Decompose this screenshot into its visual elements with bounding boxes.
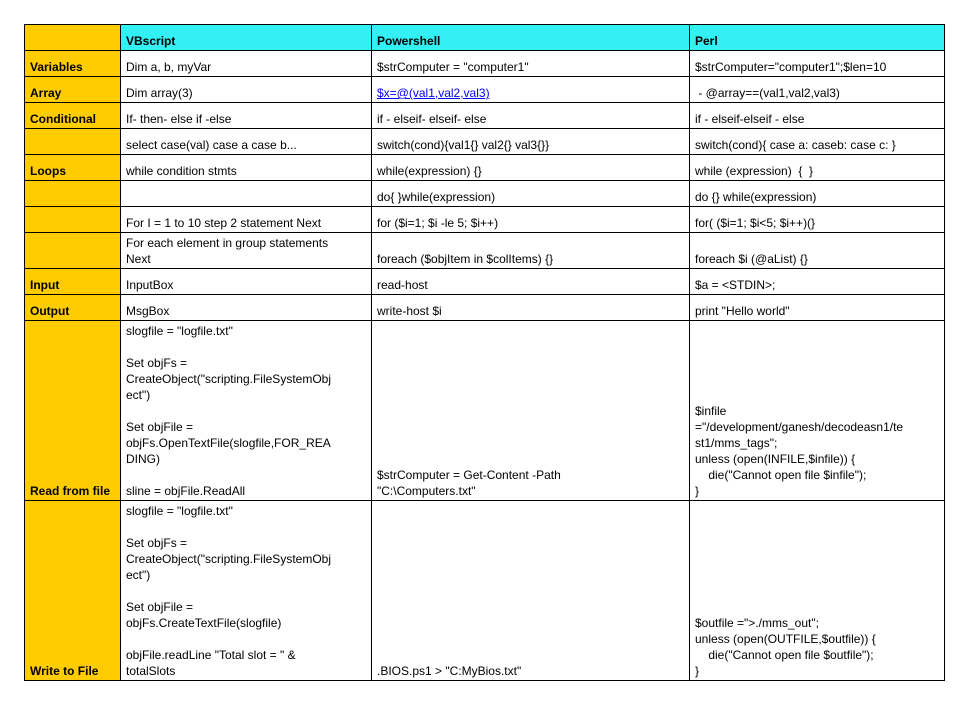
table-row bbox=[25, 501, 945, 681]
corner-cell bbox=[25, 25, 121, 51]
powershell-cell: switch(cond){val1{} val2{} val3{}} bbox=[372, 129, 690, 155]
powershell-cell: $strComputer = "computer1" bbox=[372, 51, 690, 77]
row-label bbox=[25, 181, 121, 207]
perl-cell: if - elseif-elseif - else bbox=[690, 103, 945, 129]
row-label: Conditional bbox=[25, 103, 121, 129]
powershell-cell: do{ }while(expression) bbox=[372, 181, 690, 207]
vbscript-cell: If- then- else if -else bbox=[121, 103, 372, 129]
vbscript-cell: InputBox bbox=[121, 269, 372, 295]
perl-cell: switch(cond){ case a: caseb: case c: } bbox=[690, 129, 945, 155]
vbscript-cell: Dim a, b, myVar bbox=[121, 51, 372, 77]
perl-cell: print "Hello world" bbox=[690, 295, 945, 321]
powershell-cell: $strComputer = Get-Content -Path "C:\Computers.txt" bbox=[372, 321, 690, 501]
perl-cell: $outfile =">./mms_out"; unless (open(OUTFILE,$outfile)) { die("Cannot open file $outfile"); } bbox=[690, 501, 945, 681]
perl-cell: foreach $i (@aList) {} bbox=[690, 233, 945, 269]
row-label: Variables bbox=[25, 51, 121, 77]
table-row bbox=[25, 269, 945, 295]
vbscript-cell: slogfile = "logfile.txt" Set objFs = CreateObject("scripting.FileSystemObj ect") Set objFile = objFs.CreateTextFile(slogfile) objFile.readLine "Total slot = " & totalSlots bbox=[121, 501, 372, 681]
perl-cell: $a = <STDIN>; bbox=[690, 269, 945, 295]
row-label: Read from file bbox=[25, 321, 121, 501]
powershell-cell: while(expression) {} bbox=[372, 155, 690, 181]
vbscript-cell bbox=[121, 181, 372, 207]
row-label bbox=[25, 233, 121, 269]
powershell-cell: foreach ($objItem in $colItems) {} bbox=[372, 233, 690, 269]
row-label bbox=[25, 207, 121, 233]
perl-cell: $infile ="/development/ganesh/decodeasn1/te st1/mms_tags"; unless (open(INFILE,$infile)) { die("Cannot open file $infile"); } bbox=[690, 321, 945, 501]
table-row bbox=[25, 321, 945, 501]
vbscript-cell: For each element in group statements Next bbox=[121, 233, 372, 269]
table-row bbox=[25, 77, 945, 103]
array-link[interactable]: $x=@(val1,val2,val3) bbox=[377, 86, 490, 100]
powershell-cell: .BIOS.ps1 > "C:MyBios.txt" bbox=[372, 501, 690, 681]
table-row bbox=[25, 155, 945, 181]
powershell-cell: for ($i=1; $i -le 5; $i++) bbox=[372, 207, 690, 233]
row-label: Array bbox=[25, 77, 121, 103]
row-label: Write to File bbox=[25, 501, 121, 681]
perl-cell: while (expression) { } bbox=[690, 155, 945, 181]
row-label: Output bbox=[25, 295, 121, 321]
header-vbscript: VBscript bbox=[121, 25, 372, 51]
vbscript-cell: Dim array(3) bbox=[121, 77, 372, 103]
table-row bbox=[25, 129, 945, 155]
comparison-table bbox=[24, 24, 945, 681]
perl-cell: for( ($i=1; $i<5; $i++)(} bbox=[690, 207, 945, 233]
powershell-cell: read-host bbox=[372, 269, 690, 295]
table-row bbox=[25, 181, 945, 207]
vbscript-cell: while condition stmts bbox=[121, 155, 372, 181]
row-label: Input bbox=[25, 269, 121, 295]
table-row bbox=[25, 103, 945, 129]
row-label bbox=[25, 129, 121, 155]
table-row bbox=[25, 51, 945, 77]
vbscript-cell: select case(val) case a case b... bbox=[121, 129, 372, 155]
vbscript-cell: MsgBox bbox=[121, 295, 372, 321]
perl-cell: do {} while(expression) bbox=[690, 181, 945, 207]
table-row bbox=[25, 207, 945, 233]
row-label: Loops bbox=[25, 155, 121, 181]
vbscript-cell: slogfile = "logfile.txt" Set objFs = CreateObject("scripting.FileSystemObj ect") Set objFile = objFs.OpenTextFile(slogfile,FOR_REA DING) sline = objFile.ReadAll bbox=[121, 321, 372, 501]
perl-cell: $strComputer="computer1";$len=10 bbox=[690, 51, 945, 77]
powershell-cell: write-host $i bbox=[372, 295, 690, 321]
header-perl: Perl bbox=[690, 25, 945, 51]
vbscript-cell: For I = 1 to 10 step 2 statement Next bbox=[121, 207, 372, 233]
perl-cell: - @array==(val1,val2,val3) bbox=[690, 77, 945, 103]
powershell-cell bbox=[372, 77, 690, 103]
powershell-cell: if - elseif- elseif- else bbox=[372, 103, 690, 129]
table-row bbox=[25, 233, 945, 269]
header-powershell: Powershell bbox=[372, 25, 690, 51]
header-row bbox=[25, 25, 945, 51]
table-row bbox=[25, 295, 945, 321]
